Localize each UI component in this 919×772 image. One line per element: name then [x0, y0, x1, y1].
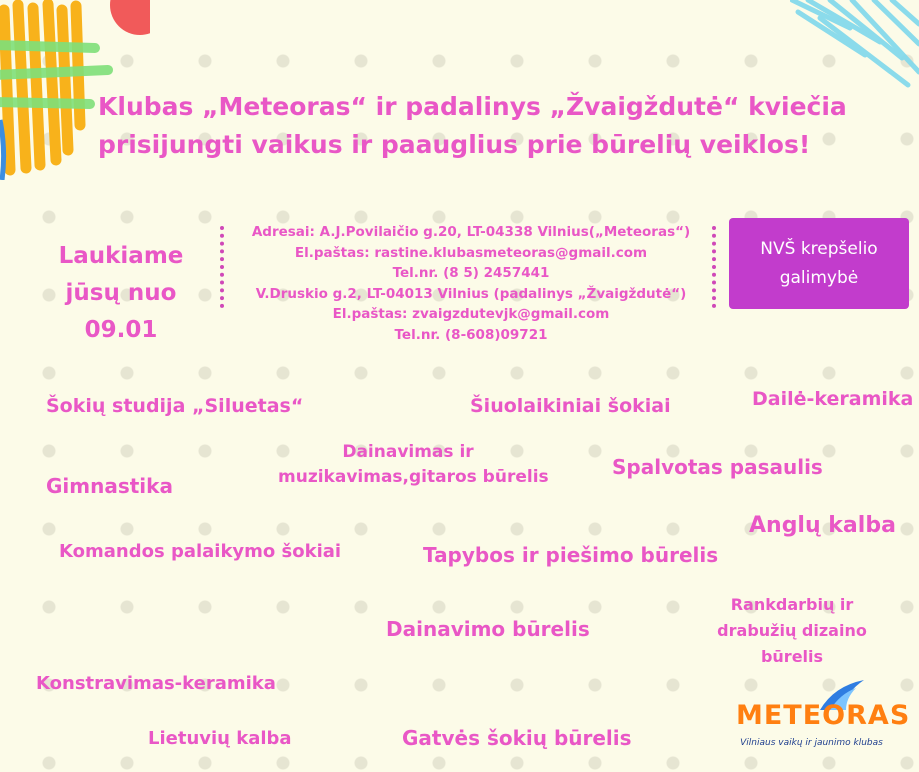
nvs-line-1: NVŠ krepšelio	[760, 238, 878, 259]
contact-phone-2: Tel.nr. (8-608)09721	[394, 326, 548, 343]
start-date-line-1: Laukiame	[58, 243, 184, 269]
start-date-line-2: jūsų nuo	[65, 280, 177, 306]
activity-rankdarbiu-line-1: Rankdarbių ir	[730, 595, 854, 614]
activity-spalvotas-pasaulis: Spalvotas pasaulis	[612, 455, 823, 479]
start-date-line-3: 09.01	[84, 317, 158, 343]
activity-anglu-kalba: Anglų kalba	[749, 513, 896, 538]
activity-siuolaikiniai: Šiuolaikiniai šokiai	[470, 395, 671, 417]
activity-rankdarbiu	[707, 592, 877, 670]
activity-dainavimo: Dainavimo būrelis	[386, 617, 590, 641]
activity-tapybos: Tapybos ir piešimo būrelis	[423, 543, 719, 567]
contact-address-1: Adresai: A.J.Povilaičio g.20, LT-04338 Vilnius(„Meteoras“)	[251, 224, 691, 240]
headline-line-2: prisijungti vaikus ir paauglius prie būrelių veiklos!	[98, 130, 811, 159]
activity-konstravimas: Konstravimas-keramika	[36, 673, 276, 694]
activity-dainavimas-line-1: Dainavimas ir	[342, 442, 474, 462]
activity-dainavimas-line-2: muzikavimas,gitaros būrelis	[278, 467, 549, 487]
activity-komandos: Komandos palaikymo šokiai	[59, 541, 342, 562]
activity-rankdarbiu-line-3: būrelis	[760, 647, 824, 666]
paint-decoration-top-right	[790, 0, 919, 90]
nvs-line-2: galimybė	[779, 267, 859, 288]
dotted-divider-right	[712, 226, 716, 308]
activity-dainavimas	[278, 440, 549, 490]
activity-gimnastika: Gimnastika	[46, 474, 173, 498]
nvs-basket-badge	[729, 218, 909, 309]
logo-wordmark: METEORAS	[736, 700, 911, 731]
contact-info	[236, 222, 706, 345]
activity-siluetas: Šokių studija „Siluetas“	[46, 395, 304, 417]
headline-line-1: Klubas „Meteoras“ ir padalinys „Žvaigždutė“ kviečia	[98, 92, 847, 121]
activity-daile-keramika: Dailė-keramika	[752, 388, 914, 410]
contact-email-2: El.paštas: zvaigzdutevjk@gmail.com	[332, 306, 610, 322]
activity-lietuviu-kalba: Lietuvių kalba	[148, 728, 292, 749]
start-date-note	[40, 238, 202, 349]
headline	[98, 88, 898, 164]
dotted-divider-left	[220, 226, 224, 308]
contact-address-2: V.Druskio g.2, LT-04013 Vilnius (padalinys „Žvaigždutė“)	[255, 285, 687, 302]
activity-gatves: Gatvės šokių būrelis	[402, 726, 632, 750]
logo-subtitle: Vilniaus vaikų ir jaunimo klubas	[740, 738, 883, 748]
activity-rankdarbiu-line-2: drabužių dizaino	[717, 621, 867, 640]
contact-email-1: El.paštas: rastine.klubasmeteoras@gmail.com	[294, 244, 648, 261]
contact-phone-1: Tel.nr. (8 5) 2457441	[392, 265, 550, 281]
